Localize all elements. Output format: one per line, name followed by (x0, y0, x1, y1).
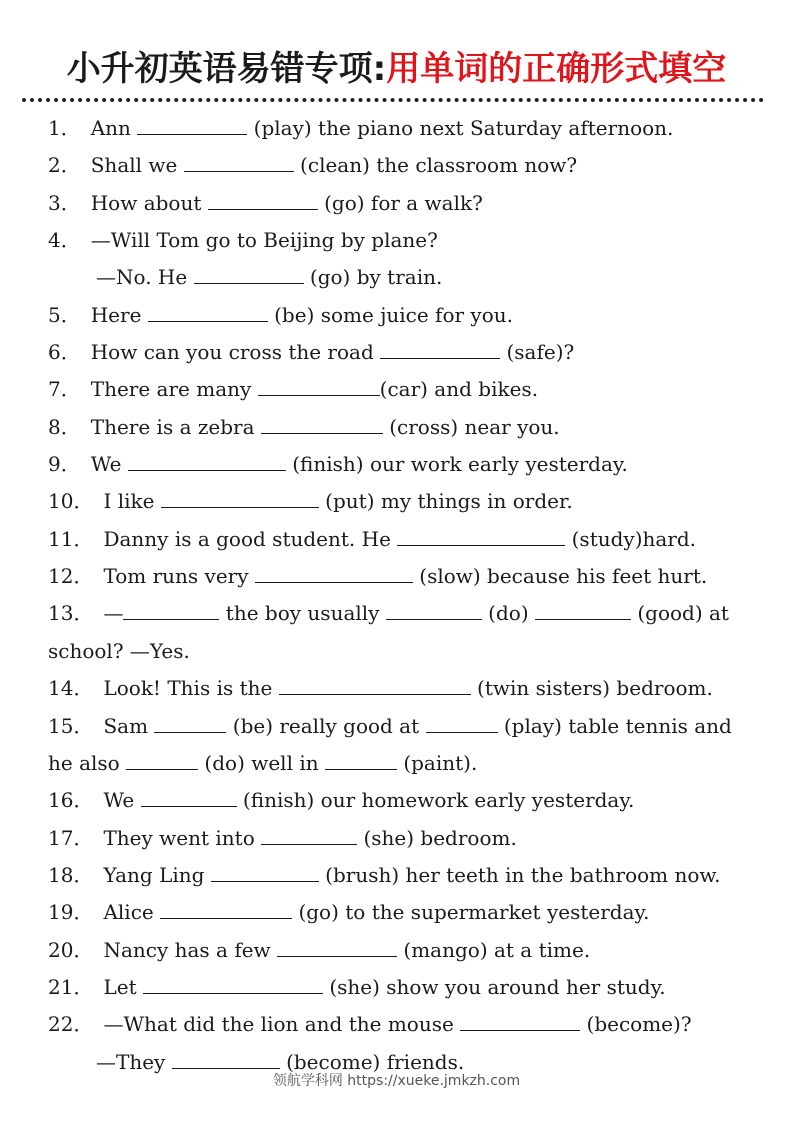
exercise-line (48, 259, 748, 296)
worksheet-title (0, 46, 793, 92)
question-text: (be) really good at (226, 713, 426, 738)
question-text: (go) to the supermarket yesterday. (292, 900, 650, 925)
exercise-line (48, 222, 748, 259)
question-text: Shall we (90, 153, 184, 178)
answer-blank[interactable] (148, 303, 268, 322)
answer-blank[interactable] (386, 601, 482, 620)
question-text: Danny is a good student. He (103, 526, 398, 551)
question-number: 18． (48, 862, 94, 887)
question-text: (car) and bikes. (379, 377, 539, 402)
question-text: I like (103, 489, 161, 514)
question-text: (be) some juice for you. (267, 302, 513, 327)
question-number: 10． (48, 489, 94, 514)
title-black-part: 小升初英语易错专项: (66, 49, 387, 89)
exercise-line (48, 371, 748, 408)
question-text: (play) table tennis and he also (48, 713, 732, 775)
question-text: We (103, 788, 141, 813)
exercise-line (48, 857, 748, 894)
question-text: the boy usually (219, 601, 386, 626)
answer-blank[interactable] (261, 415, 383, 434)
exercise-line (48, 483, 748, 520)
exercise-line (48, 147, 748, 184)
question-text: Look! This is the (103, 676, 279, 701)
question-number: 21． (48, 974, 94, 999)
answer-blank[interactable] (325, 751, 397, 770)
answer-blank[interactable] (184, 153, 294, 172)
exercise-line (48, 670, 748, 707)
question-number: 8． (48, 414, 81, 439)
question-text: Let (103, 974, 143, 999)
question-text: (do) well in (198, 750, 325, 775)
question-number: 19． (48, 900, 94, 925)
question-number: 3． (48, 190, 81, 215)
answer-blank[interactable] (426, 714, 498, 733)
question-number: 20． (48, 937, 94, 962)
exercise-line (48, 595, 748, 670)
question-text: (finish) our homework early yesterday. (236, 788, 635, 813)
exercise-line (48, 185, 748, 222)
question-text: (safe)? (500, 340, 575, 365)
question-text: —Will Tom go to Beijing by plane? (90, 228, 438, 253)
exercise-line (48, 932, 748, 969)
question-text: They went into (103, 825, 262, 850)
question-text: (mango) at a time. (397, 937, 591, 962)
question-text: There are many (90, 377, 258, 402)
question-number: 4． (48, 228, 81, 253)
question-text: (paint). (396, 750, 478, 775)
title-red-part: 用单词的正确形式填空 (386, 49, 727, 89)
question-text: (she) bedroom. (357, 825, 517, 850)
exercise-line (48, 409, 748, 446)
answer-blank[interactable] (208, 191, 318, 210)
answer-blank[interactable] (128, 452, 286, 471)
question-number: 6． (48, 340, 81, 365)
question-text: We (90, 452, 128, 477)
question-number: 5． (48, 302, 81, 327)
answer-blank[interactable] (137, 116, 247, 135)
exercise-line (48, 820, 748, 857)
answer-blank[interactable] (141, 788, 237, 807)
question-number: 11． (48, 526, 94, 551)
footer-watermark: 领航学科网 https://xueke.jmkzh.com (272, 1073, 521, 1089)
answer-blank[interactable] (123, 601, 219, 620)
answer-blank[interactable] (258, 377, 380, 396)
question-number: 13． (48, 601, 94, 626)
answer-blank[interactable] (194, 265, 304, 284)
answer-blank[interactable] (279, 676, 471, 695)
answer-blank[interactable] (261, 826, 357, 845)
question-text: How about (90, 190, 208, 215)
question-number: 22． (48, 1012, 94, 1037)
answer-blank[interactable] (126, 751, 198, 770)
question-text: Alice (103, 900, 161, 925)
question-text: (go) by train. (303, 265, 443, 290)
question-number: 17． (48, 825, 94, 850)
question-number: 1． (48, 116, 81, 140)
question-text: (twin sisters) bedroom. (470, 676, 713, 701)
exercise-line (48, 708, 748, 783)
exercise-line (48, 297, 748, 334)
dotted-divider (22, 98, 764, 102)
answer-blank[interactable] (277, 938, 397, 957)
question-text: (finish) our work early yesterday. (285, 452, 628, 477)
question-number: 9． (48, 452, 81, 477)
question-text: (put) my things in order. (318, 489, 573, 514)
exercise-line (48, 894, 748, 931)
question-text: How can you cross the road (90, 340, 381, 365)
question-text: Tom runs very (103, 564, 255, 589)
answer-blank[interactable] (161, 489, 319, 508)
question-text: Here (90, 302, 148, 327)
exercise-line (48, 1006, 748, 1043)
answer-blank[interactable] (143, 975, 323, 994)
question-text: —What did the lion and the mouse (103, 1012, 461, 1037)
question-text: (she) show you around her study. (322, 974, 666, 999)
exercise-line (48, 446, 748, 483)
answer-blank[interactable] (172, 1050, 280, 1069)
question-number: 16． (48, 788, 94, 813)
exercise-line (48, 558, 748, 595)
question-text: (play) the piano next Saturday afternoon. (247, 116, 674, 140)
question-text: —They (96, 1049, 172, 1074)
answer-blank[interactable] (460, 1012, 580, 1031)
question-number: 14． (48, 676, 94, 701)
question-text: Nancy has a few (103, 937, 278, 962)
question-text: Sam (103, 713, 155, 738)
question-text: (slow) because his feet hurt. (412, 564, 708, 589)
question-text: Yang Ling (103, 862, 211, 887)
question-text: Ann (90, 116, 138, 140)
question-text: There is a zebra (90, 414, 261, 439)
question-text: (become)? (580, 1012, 692, 1037)
exercise-line (48, 521, 748, 558)
exercise-line (48, 334, 748, 371)
exercise-line (48, 782, 748, 819)
question-number: 7． (48, 377, 81, 402)
answer-blank[interactable] (255, 564, 413, 583)
question-text: (good) at school? —Yes. (48, 601, 729, 663)
answer-blank[interactable] (380, 340, 500, 359)
answer-blank[interactable] (154, 714, 226, 733)
answer-blank[interactable] (397, 527, 565, 546)
answer-blank[interactable] (211, 863, 319, 882)
question-text: —No. He (96, 265, 194, 290)
question-number: 2． (48, 153, 81, 178)
question-number: 15． (48, 713, 94, 738)
question-text: (do) (481, 601, 535, 626)
exercise-line (48, 110, 748, 147)
question-text: — (103, 601, 124, 626)
exercise-list (48, 110, 748, 1081)
question-text: (go) for a walk? (317, 190, 483, 215)
question-text: (cross) near you. (382, 414, 560, 439)
question-text: (become) friends. (279, 1049, 465, 1074)
question-text: (brush) her teeth in the bathroom now. (318, 862, 721, 887)
answer-blank[interactable] (535, 601, 631, 620)
exercise-line (48, 969, 748, 1006)
answer-blank[interactable] (160, 900, 292, 919)
question-text: (clean) the classroom now? (293, 153, 578, 178)
question-number: 12． (48, 564, 94, 589)
question-text: (study)hard. (565, 526, 697, 551)
